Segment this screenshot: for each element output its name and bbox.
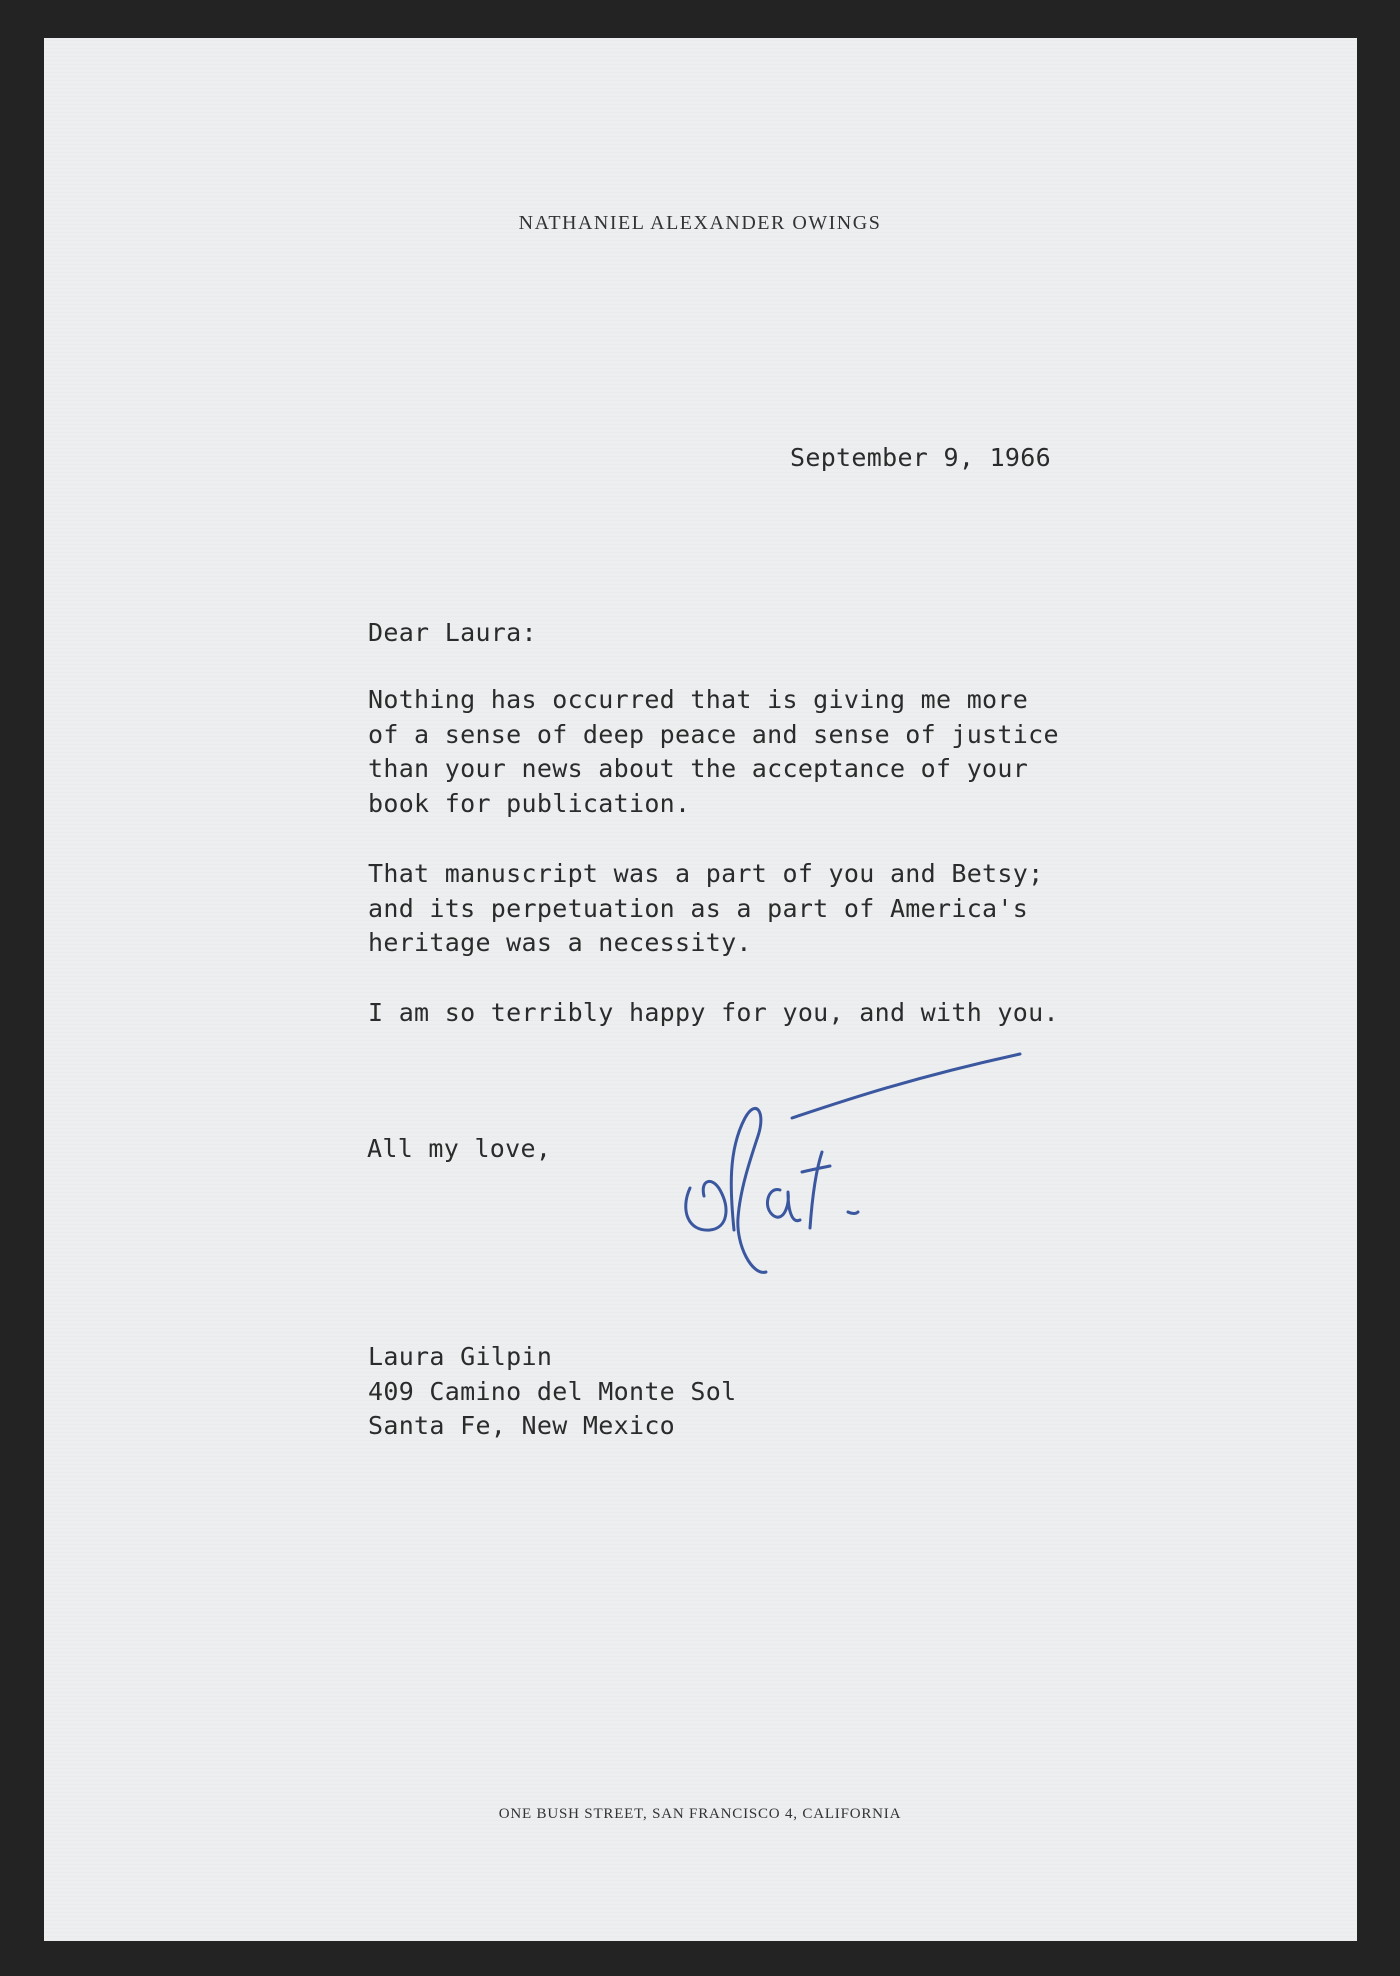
recipient-city: Santa Fe, New Mexico [368,1411,676,1440]
footer-address: ONE BUSH STREET, SAN FRANCISCO 4, CALIFORNIA [498,1806,902,1822]
letterhead: NATHANIEL ALEXANDER OWINGS [518,212,882,234]
closing: All my love, [367,1134,552,1163]
text-line: Nothing has occurred that is giving me more [368,685,1029,714]
letter-date: September 9, 1966 [790,443,1051,472]
text-line: heritage was a necessity. [368,928,752,957]
text-line: than your news about the acceptance of your [368,754,1029,783]
recipient-name: Laura Gilpin [368,1342,553,1371]
recipient-address [368,1340,736,1444]
text-line: I am so terribly happy for you, and with you. [368,998,1059,1027]
salutation: Dear Laura: [368,618,537,647]
text-line: and its perpetuation as a part of America's [368,893,1029,923]
text-line: That manuscript was a part of you and Betsy; [368,859,1044,888]
recipient-street: 409 Camino del Monte Sol [368,1376,737,1406]
letter-paper [44,38,1357,1941]
body-paragraph-1 [368,683,1059,821]
handwritten-signature [670,1040,1030,1290]
body-paragraph-2 [368,857,1043,961]
body-paragraph-3 [368,996,1059,1031]
text-line: of a sense of deep peace and sense of justice [368,719,1059,749]
text-line: book for publication. [368,788,691,818]
